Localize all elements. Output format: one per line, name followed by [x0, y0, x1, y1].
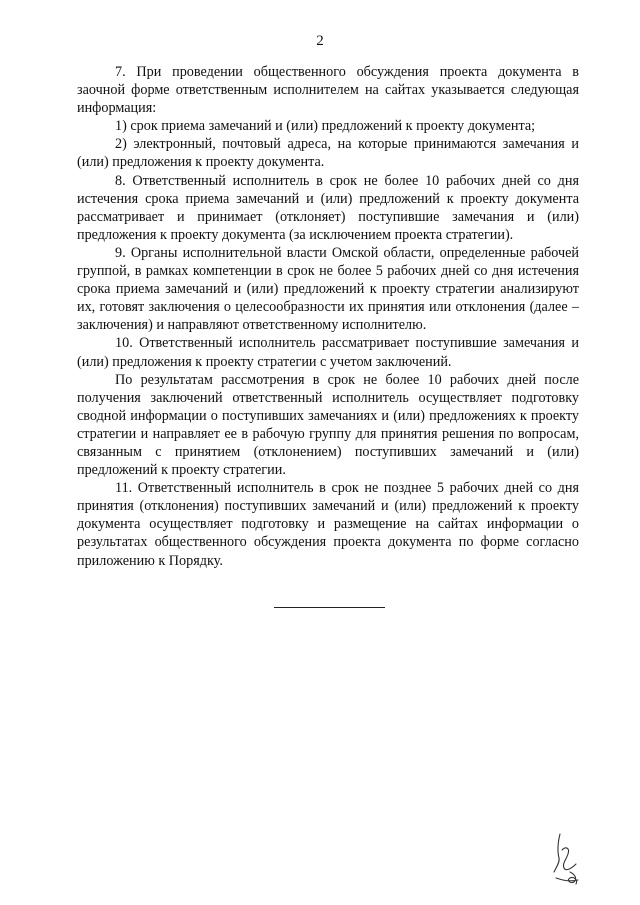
paragraph-7: 7. При проведении общественного обсуждения проекта документа в заочной форме ответственным исполнителем на сайтах указывается следующая информация: [77, 64, 579, 117]
page-number: 2 [316, 33, 324, 49]
paragraph-7-item-2: 2) электронный, почтовый адреса, на которые принимаются замечания и (или) предложения к проекту документа. [77, 136, 579, 171]
paragraph-8: 8. Ответственный исполнитель в срок не более 10 рабочих дней со дня истечения срока приема замечаний и (или) предложений к проекту документа рассматривает и принимает (отклоняет) поступившие замечания и (или) предложения к проекту документа (за исключением проекта стратегии). [77, 172, 579, 243]
paragraph-7-item-1: 1) срок приема замечаний и (или) предложений к проекту документа; [115, 118, 536, 135]
document-body [77, 63, 579, 570]
paragraph-9: 9. Органы исполнительной власти Омской области, определенные рабочей группой, в рамках компетенции в срок не более 5 рабочих дней со дня истечения срока приема замечаний и (или) предложений к проекту стратегии анализируют их, готовят заключения о целесообразности их принятия или отклонения (далее – заключения) и направляют ответственному исполнителю. [77, 244, 579, 334]
paragraph-10: 10. Ответственный исполнитель рассматривает поступившие замечания и (или) предложения к проекту стратегии с учетом заключений. [77, 335, 579, 370]
paragraph-10-continuation: По результатам рассмотрения в срок не более 10 рабочих дней после получения заключений ответственный исполнитель осуществляет подготовку сводной информации о поступивших замечаниях и (или) предложениях к проекту стратегии и направляет ее в рабочую группу для принятия решения по вопросам, связанным с принятием (отклонением) поступивших замечаний и (или) предложений к проекту стратегии. [77, 371, 579, 479]
paragraph-11: 11. Ответственный исполнитель в срок не позднее 5 рабочих дней со дня принятия (отклонения) поступивших замечаний и (или) предложений к проекту документа осуществляет подготовку и размещение на сайтах информации о результатах общественного обсуждения проекта документа по форме согласно приложению к Порядку. [77, 480, 579, 569]
end-separator-line [274, 607, 385, 608]
handwritten-signature-icon [548, 828, 588, 888]
